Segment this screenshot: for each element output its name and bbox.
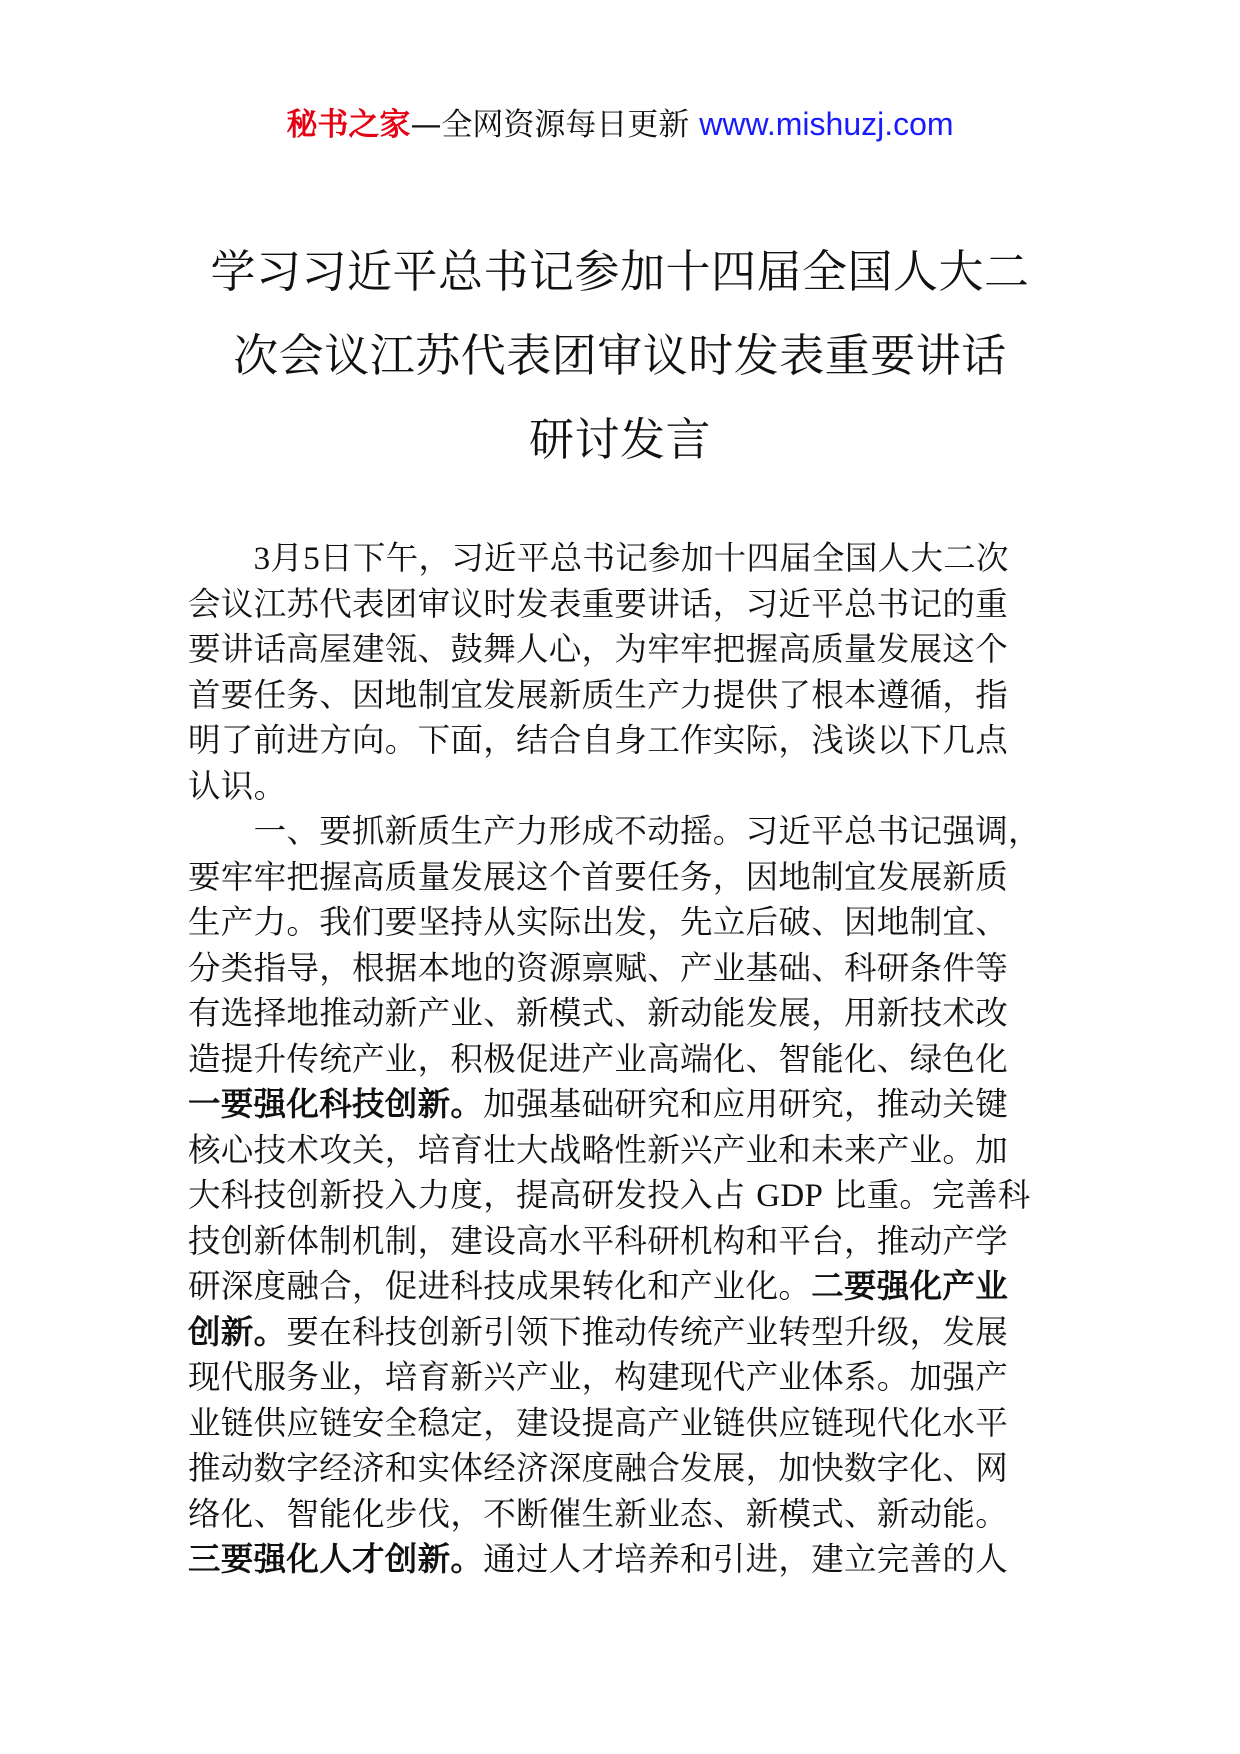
text-run: 认识。: [188, 766, 287, 805]
text-run: 推动数字经济和实体经济深度融合发展，加快数字化、网: [188, 1449, 1009, 1487]
body-text-line: [188, 1310, 1058, 1356]
body-text-line: [188, 1037, 1058, 1083]
body-text-line: [188, 991, 1058, 1037]
text-run: 会议江苏代表团审议时发表重要讲话，习近平总书记的重: [188, 584, 1009, 623]
text-run: 日下午，习近平总书记参加十四届全国人大二次: [320, 539, 1009, 577]
text-run: 络化、智能化步伐，不断催生新业态、新模式、新动能。: [188, 1494, 1009, 1533]
site-url-link[interactable]: www.mishuzj.com: [699, 106, 954, 142]
text-run: 加强基础研究和应用研究，推动关键: [483, 1085, 1009, 1123]
text-run: 大科技创新投入力度，提高研发投入占: [188, 1176, 757, 1214]
text-run: 要在科技创新引领下推动传统产业转型升级，发展: [286, 1312, 1009, 1351]
body-text-line: [188, 1219, 1058, 1265]
body-text-line: [188, 627, 1058, 673]
text-run: 明了前进方向。下面，结合自身工作实际，浅谈以下几点: [188, 721, 1009, 759]
body-text-line: [188, 1401, 1058, 1447]
text-run: 通过人才培养和引进，建立完善的人: [483, 1540, 1009, 1578]
body-text-line: [188, 809, 1058, 855]
body-text-line: [188, 900, 1058, 946]
emphasis-text: 创新。: [188, 1312, 287, 1351]
emphasis-text: 二要强化产业: [811, 1267, 1009, 1305]
text-run: GDP: [756, 1178, 824, 1214]
text-run: 要讲话高屋建瓴、鼓舞人心，为牢牢把握高质量发展这个: [188, 630, 1009, 668]
text-run: 造提升传统产业，积极促进产业高端化、智能化、绿色化: [188, 1039, 1009, 1078]
body-text-line: [188, 1446, 1058, 1492]
text-run: 3: [253, 541, 271, 577]
brand-name: 秘书之家: [286, 107, 411, 143]
emphasis-text: 一要强化科技创新。: [188, 1085, 484, 1123]
text-run: 一、要抓新质生产力形成不动摇。习近平总书记强调，: [188, 812, 1041, 850]
text-run: 比重。完善科: [823, 1176, 1031, 1214]
body-text-line: [188, 1537, 1058, 1583]
text-run: 现代服务业，培育新兴产业，构建现代产业体系。加强产: [188, 1358, 1009, 1396]
body-text-line: [188, 855, 1058, 901]
body-text-line: [188, 718, 1058, 764]
title-line: 研讨发言: [528, 413, 711, 466]
header-slogan: —全网资源每日更新: [410, 107, 700, 143]
document-body: [188, 536, 1058, 1583]
body-text-line: [188, 536, 1058, 582]
body-text-line: [188, 1082, 1058, 1128]
body-text-line: [188, 1128, 1058, 1174]
site-header: [0, 104, 1240, 145]
title-line: 次会议江苏代表团审议时发表重要讲话: [233, 329, 1007, 382]
text-run: 要牢牢把握高质量发展这个首要任务，因地制宜发展新质: [188, 857, 1009, 896]
text-run: 月: [270, 539, 304, 577]
text-run: 技创新体制机制，建设高水平科研机构和平台，推动产学: [188, 1221, 1009, 1260]
body-text-line: [188, 673, 1058, 719]
body-text-line: [188, 764, 1058, 810]
text-run: 5: [303, 541, 321, 577]
text-run: 核心技术攻关，培育壮大战略性新兴产业和未来产业。加: [188, 1130, 1009, 1169]
text-run: 业链供应链安全稳定，建设提高产业链供应链现代化水平: [188, 1403, 1009, 1442]
text-run: [188, 539, 254, 577]
emphasis-text: 三要强化人才创新。: [188, 1540, 484, 1578]
text-run: 分类指导，根据本地的资源禀赋、产业基础、科研条件等: [188, 948, 1009, 987]
body-text-line: [188, 1492, 1058, 1538]
document-title: [190, 230, 1050, 482]
text-run: 首要任务、因地制宜发展新质生产力提供了根本遵循，指: [188, 675, 1009, 714]
text-run: 研深度融合，促进科技成果转化和产业化。: [188, 1267, 812, 1305]
text-run: 有选择地推动新产业、新模式、新动能发展，用新技术改: [188, 994, 1009, 1032]
body-text-line: [188, 1355, 1058, 1401]
title-line: 学习习近平总书记参加十四届全国人大二: [210, 245, 1030, 298]
text-run: 生产力。我们要坚持从实际出发，先立后破、因地制宜、: [188, 903, 1009, 941]
body-text-line: [188, 582, 1058, 628]
body-text-line: [188, 1173, 1058, 1219]
body-text-line: [188, 946, 1058, 992]
body-text-line: [188, 1264, 1058, 1310]
